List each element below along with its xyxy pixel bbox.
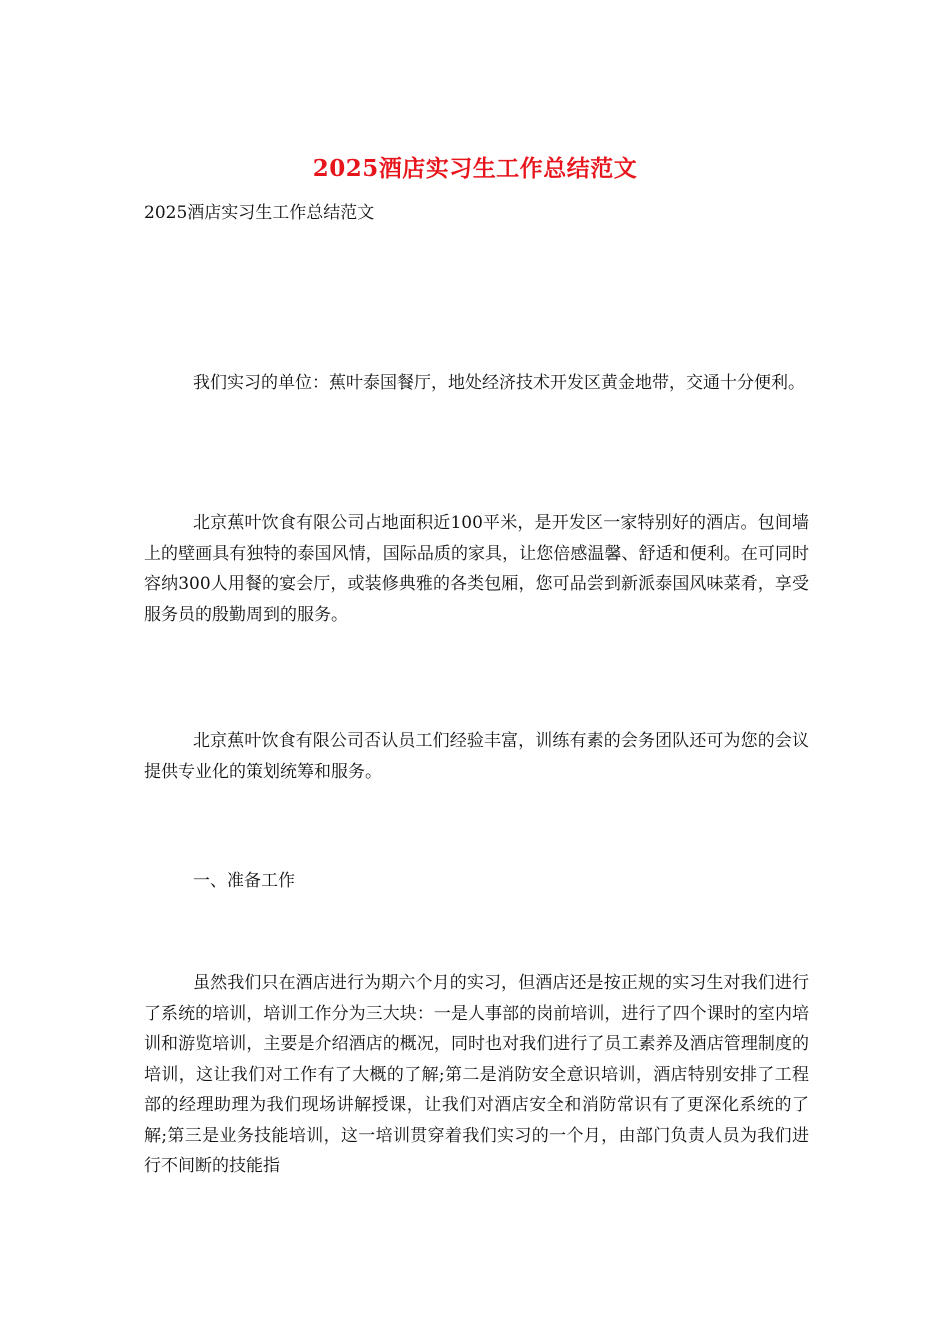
paragraph-team: 北京蕉叶饮食有限公司否认员工们经验丰富，训练有素的会务团队还可为您的会议提供专业化的策划统筹和服务。	[144, 731, 809, 782]
paragraph-intro: 我们实习的单位：蕉叶泰国餐厅，地处经济技术开发区黄金地带，交通十分便利。	[193, 373, 805, 393]
document-title: 2025酒店实习生工作总结范文	[312, 155, 638, 182]
document-subtitle: 2025酒店实习生工作总结范文	[144, 203, 375, 223]
paragraph-training: 虽然我们只在酒店进行为期六个月的实习，但酒店还是按正规的实习生对我们进行了系统的培训，培训工作分为三大块：一是人事部的岗前培训，进行了四个课时的室内培训和游览培训，主要是介绍酒店的概况，同时也对我们进行了员工素养及酒店管理制度的培训，这让我们对工作有了大概的了解;第二是消防安全意识培训，酒店特别安排了工程部的经理助理为我们现场讲解授课，让我们对酒店安全和消防常识有了更深化系统的了解;第三是业务技能培训，这一培训贯穿着我们实习的一个月，由部门负责人员为我们进行不间断的技能指	[144, 973, 809, 1176]
section-heading-preparation: 一、准备工作	[193, 871, 295, 891]
paragraph-company: 北京蕉叶饮食有限公司占地面积近100平米，是开发区一家特别好的酒店。包间墙上的壁画具有独特的泰国风情，国际品质的家具，让您倍感温馨、舒适和便利。在可同时容纳300人用餐的宴会厅，或装修典雅的各类包厢，您可品尝到新派泰国风味菜肴，享受服务员的殷勤周到的服务。	[144, 513, 809, 625]
